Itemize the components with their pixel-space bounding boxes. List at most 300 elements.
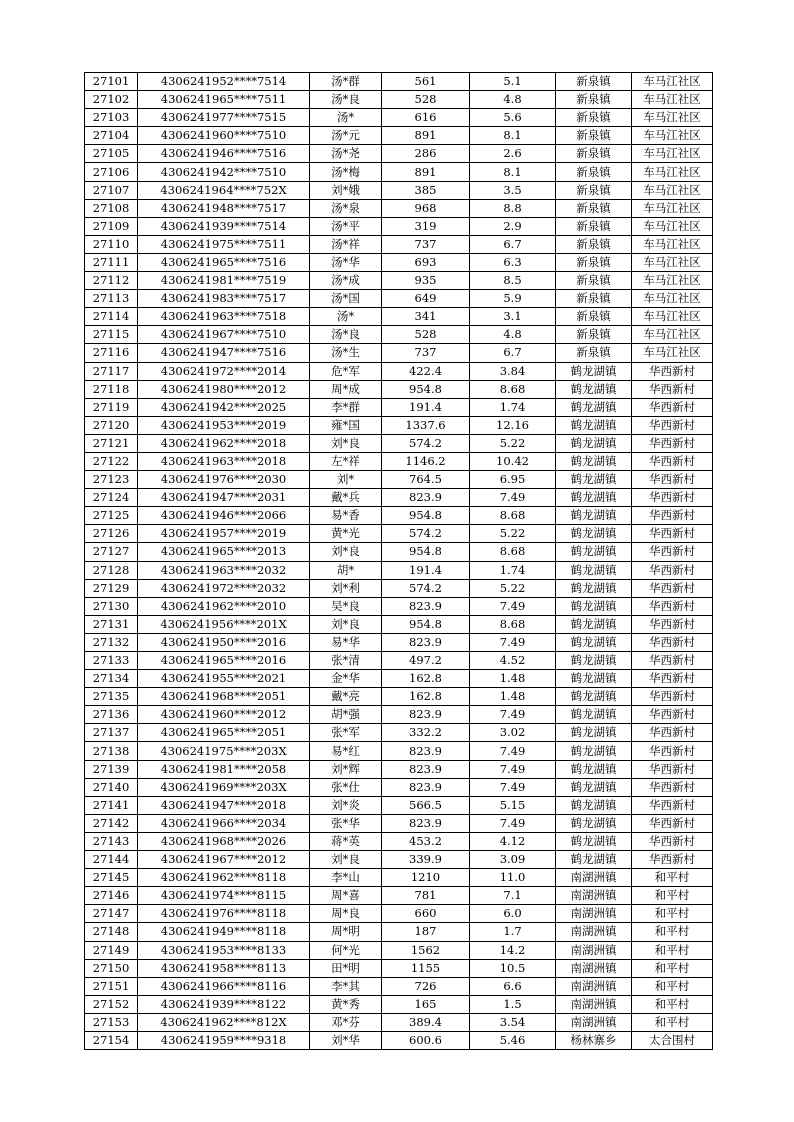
serial-number-cell: 27137	[85, 724, 138, 742]
town-cell: 鹤龙湖镇	[556, 670, 632, 688]
area-cell: 8.1	[470, 163, 556, 181]
village-cell: 和平村	[632, 977, 713, 995]
amount-cell: 497.2	[382, 652, 470, 670]
name-cell: 周*喜	[310, 887, 382, 905]
village-cell: 太合围村	[632, 1031, 713, 1049]
town-cell: 南湖洲镇	[556, 941, 632, 959]
town-cell: 鹤龙湖镇	[556, 362, 632, 380]
amount-cell: 823.9	[382, 814, 470, 832]
village-cell: 华西新村	[632, 688, 713, 706]
village-cell: 车马江社区	[632, 217, 713, 235]
table-row	[85, 995, 713, 1013]
records-table-body	[85, 73, 713, 1050]
serial-number-cell: 27134	[85, 670, 138, 688]
amount-cell: 891	[382, 163, 470, 181]
town-cell: 鹤龙湖镇	[556, 796, 632, 814]
name-cell: 易*香	[310, 507, 382, 525]
area-cell: 8.5	[470, 272, 556, 290]
id-number-cell: 4306241964****752X	[138, 181, 310, 199]
table-row	[85, 145, 713, 163]
id-number-cell: 4306241953****2019	[138, 416, 310, 434]
serial-number-cell: 27123	[85, 471, 138, 489]
table-row	[85, 308, 713, 326]
village-cell: 华西新村	[632, 579, 713, 597]
table-row	[85, 579, 713, 597]
area-cell: 5.1	[470, 73, 556, 91]
town-cell: 鹤龙湖镇	[556, 724, 632, 742]
town-cell: 南湖洲镇	[556, 869, 632, 887]
village-cell: 华西新村	[632, 543, 713, 561]
serial-number-cell: 27121	[85, 434, 138, 452]
amount-cell: 165	[382, 995, 470, 1013]
town-cell: 鹤龙湖镇	[556, 706, 632, 724]
id-number-cell: 4306241967****2012	[138, 851, 310, 869]
area-cell: 5.46	[470, 1031, 556, 1049]
serial-number-cell: 27108	[85, 199, 138, 217]
village-cell: 车马江社区	[632, 181, 713, 199]
town-cell: 新泉镇	[556, 109, 632, 127]
table-row	[85, 977, 713, 995]
serial-number-cell: 27118	[85, 380, 138, 398]
town-cell: 新泉镇	[556, 127, 632, 145]
table-row	[85, 217, 713, 235]
village-cell: 和平村	[632, 995, 713, 1013]
town-cell: 南湖洲镇	[556, 905, 632, 923]
town-cell: 鹤龙湖镇	[556, 416, 632, 434]
table-row	[85, 380, 713, 398]
area-cell: 3.02	[470, 724, 556, 742]
serial-number-cell: 27105	[85, 145, 138, 163]
village-cell: 和平村	[632, 1013, 713, 1031]
town-cell: 鹤龙湖镇	[556, 489, 632, 507]
village-cell: 和平村	[632, 959, 713, 977]
name-cell: 汤*华	[310, 253, 382, 271]
area-cell: 1.5	[470, 995, 556, 1013]
serial-number-cell: 27114	[85, 308, 138, 326]
id-number-cell: 4306241972****2014	[138, 362, 310, 380]
area-cell: 4.8	[470, 326, 556, 344]
town-cell: 南湖洲镇	[556, 887, 632, 905]
town-cell: 新泉镇	[556, 163, 632, 181]
town-cell: 鹤龙湖镇	[556, 742, 632, 760]
amount-cell: 737	[382, 235, 470, 253]
name-cell: 戴*兵	[310, 489, 382, 507]
village-cell: 华西新村	[632, 507, 713, 525]
area-cell: 3.84	[470, 362, 556, 380]
village-cell: 华西新村	[632, 561, 713, 579]
id-number-cell: 4306241953****8133	[138, 941, 310, 959]
records-table	[84, 72, 713, 1050]
name-cell: 易*红	[310, 742, 382, 760]
id-number-cell: 4306241968****2026	[138, 832, 310, 850]
id-number-cell: 4306241947****7516	[138, 344, 310, 362]
table-row	[85, 652, 713, 670]
serial-number-cell: 27146	[85, 887, 138, 905]
town-cell: 南湖洲镇	[556, 959, 632, 977]
id-number-cell: 4306241962****2010	[138, 597, 310, 615]
town-cell: 鹤龙湖镇	[556, 760, 632, 778]
table-row	[85, 561, 713, 579]
amount-cell: 528	[382, 91, 470, 109]
amount-cell: 737	[382, 344, 470, 362]
serial-number-cell: 27119	[85, 398, 138, 416]
table-row	[85, 742, 713, 760]
area-cell: 3.5	[470, 181, 556, 199]
id-number-cell: 4306241950****2016	[138, 633, 310, 651]
id-number-cell: 4306241963****2032	[138, 561, 310, 579]
village-cell: 华西新村	[632, 416, 713, 434]
town-cell: 新泉镇	[556, 91, 632, 109]
name-cell: 刘*华	[310, 1031, 382, 1049]
area-cell: 8.68	[470, 507, 556, 525]
table-row	[85, 199, 713, 217]
serial-number-cell: 27133	[85, 652, 138, 670]
name-cell: 张*仕	[310, 778, 382, 796]
id-number-cell: 4306241966****8116	[138, 977, 310, 995]
village-cell: 华西新村	[632, 706, 713, 724]
village-cell: 车马江社区	[632, 127, 713, 145]
town-cell: 鹤龙湖镇	[556, 434, 632, 452]
table-row	[85, 796, 713, 814]
amount-cell: 339.9	[382, 851, 470, 869]
town-cell: 鹤龙湖镇	[556, 579, 632, 597]
id-number-cell: 4306241972****2032	[138, 579, 310, 597]
name-cell: 汤*良	[310, 326, 382, 344]
town-cell: 鹤龙湖镇	[556, 543, 632, 561]
serial-number-cell: 27145	[85, 869, 138, 887]
id-number-cell: 4306241939****8122	[138, 995, 310, 1013]
area-cell: 5.6	[470, 109, 556, 127]
amount-cell: 726	[382, 977, 470, 995]
village-cell: 车马江社区	[632, 308, 713, 326]
name-cell: 张*清	[310, 652, 382, 670]
town-cell: 鹤龙湖镇	[556, 561, 632, 579]
serial-number-cell: 27115	[85, 326, 138, 344]
id-number-cell: 4306241946****7516	[138, 145, 310, 163]
id-number-cell: 4306241975****7511	[138, 235, 310, 253]
table-row	[85, 163, 713, 181]
table-row	[85, 688, 713, 706]
id-number-cell: 4306241967****7510	[138, 326, 310, 344]
amount-cell: 781	[382, 887, 470, 905]
serial-number-cell: 27107	[85, 181, 138, 199]
name-cell: 邓*芬	[310, 1013, 382, 1031]
village-cell: 华西新村	[632, 525, 713, 543]
id-number-cell: 4306241960****2012	[138, 706, 310, 724]
amount-cell: 891	[382, 127, 470, 145]
amount-cell: 954.8	[382, 380, 470, 398]
serial-number-cell: 27102	[85, 91, 138, 109]
name-cell: 吴*良	[310, 597, 382, 615]
table-row	[85, 127, 713, 145]
town-cell: 鹤龙湖镇	[556, 615, 632, 633]
serial-number-cell: 27130	[85, 597, 138, 615]
id-number-cell: 4306241966****2034	[138, 814, 310, 832]
amount-cell: 649	[382, 290, 470, 308]
name-cell: 蒋*英	[310, 832, 382, 850]
area-cell: 4.12	[470, 832, 556, 850]
amount-cell: 1155	[382, 959, 470, 977]
table-row	[85, 905, 713, 923]
amount-cell: 823.9	[382, 706, 470, 724]
table-row	[85, 362, 713, 380]
area-cell: 5.9	[470, 290, 556, 308]
name-cell: 李*山	[310, 869, 382, 887]
name-cell: 李*群	[310, 398, 382, 416]
town-cell: 鹤龙湖镇	[556, 778, 632, 796]
area-cell: 7.49	[470, 760, 556, 778]
amount-cell: 954.8	[382, 507, 470, 525]
serial-number-cell: 27113	[85, 290, 138, 308]
town-cell: 新泉镇	[556, 235, 632, 253]
name-cell: 黄*光	[310, 525, 382, 543]
table-row	[85, 471, 713, 489]
table-row	[85, 814, 713, 832]
table-row	[85, 760, 713, 778]
village-cell: 和平村	[632, 923, 713, 941]
serial-number-cell: 27140	[85, 778, 138, 796]
area-cell: 8.1	[470, 127, 556, 145]
name-cell: 刘*辉	[310, 760, 382, 778]
serial-number-cell: 27103	[85, 109, 138, 127]
village-cell: 车马江社区	[632, 145, 713, 163]
area-cell: 6.6	[470, 977, 556, 995]
amount-cell: 1562	[382, 941, 470, 959]
name-cell: 汤*良	[310, 91, 382, 109]
amount-cell: 600.6	[382, 1031, 470, 1049]
table-row	[85, 525, 713, 543]
name-cell: 周*良	[310, 905, 382, 923]
amount-cell: 319	[382, 217, 470, 235]
serial-number-cell: 27139	[85, 760, 138, 778]
amount-cell: 566.5	[382, 796, 470, 814]
id-number-cell: 4306241962****2018	[138, 434, 310, 452]
name-cell: 汤*祥	[310, 235, 382, 253]
amount-cell: 574.2	[382, 434, 470, 452]
name-cell: 田*明	[310, 959, 382, 977]
table-row	[85, 489, 713, 507]
id-number-cell: 4306241965****7516	[138, 253, 310, 271]
town-cell: 鹤龙湖镇	[556, 525, 632, 543]
name-cell: 汤*元	[310, 127, 382, 145]
area-cell: 10.42	[470, 452, 556, 470]
name-cell: 刘*	[310, 471, 382, 489]
town-cell: 新泉镇	[556, 253, 632, 271]
village-cell: 车马江社区	[632, 253, 713, 271]
area-cell: 4.52	[470, 652, 556, 670]
village-cell: 车马江社区	[632, 163, 713, 181]
town-cell: 杨林寨乡	[556, 1031, 632, 1049]
serial-number-cell: 27153	[85, 1013, 138, 1031]
name-cell: 戴*亮	[310, 688, 382, 706]
table-row	[85, 778, 713, 796]
serial-number-cell: 27106	[85, 163, 138, 181]
serial-number-cell: 27154	[85, 1031, 138, 1049]
area-cell: 3.09	[470, 851, 556, 869]
area-cell: 1.48	[470, 670, 556, 688]
id-number-cell: 4306241965****7511	[138, 91, 310, 109]
town-cell: 鹤龙湖镇	[556, 380, 632, 398]
name-cell: 金*华	[310, 670, 382, 688]
amount-cell: 954.8	[382, 615, 470, 633]
table-row	[85, 959, 713, 977]
id-number-cell: 4306241949****8118	[138, 923, 310, 941]
id-number-cell: 4306241939****7514	[138, 217, 310, 235]
village-cell: 华西新村	[632, 796, 713, 814]
table-row	[85, 615, 713, 633]
serial-number-cell: 27111	[85, 253, 138, 271]
id-number-cell: 4306241968****2051	[138, 688, 310, 706]
area-cell: 4.8	[470, 91, 556, 109]
id-number-cell: 4306241955****2021	[138, 670, 310, 688]
name-cell: 汤*	[310, 109, 382, 127]
amount-cell: 823.9	[382, 778, 470, 796]
serial-number-cell: 27150	[85, 959, 138, 977]
table-row	[85, 1031, 713, 1049]
amount-cell: 660	[382, 905, 470, 923]
village-cell: 华西新村	[632, 742, 713, 760]
name-cell: 汤*生	[310, 344, 382, 362]
table-row	[85, 109, 713, 127]
town-cell: 新泉镇	[556, 73, 632, 91]
serial-number-cell: 27152	[85, 995, 138, 1013]
amount-cell: 422.4	[382, 362, 470, 380]
table-row	[85, 344, 713, 362]
id-number-cell: 4306241956****201X	[138, 615, 310, 633]
table-row	[85, 851, 713, 869]
name-cell: 刘*良	[310, 434, 382, 452]
amount-cell: 823.9	[382, 742, 470, 760]
name-cell: 周*明	[310, 923, 382, 941]
table-row	[85, 869, 713, 887]
serial-number-cell: 27127	[85, 543, 138, 561]
area-cell: 7.49	[470, 814, 556, 832]
town-cell: 新泉镇	[556, 145, 632, 163]
id-number-cell: 4306241960****7510	[138, 127, 310, 145]
serial-number-cell: 27112	[85, 272, 138, 290]
table-row	[85, 1013, 713, 1031]
area-cell: 1.7	[470, 923, 556, 941]
id-number-cell: 4306241942****2025	[138, 398, 310, 416]
id-number-cell: 4306241965****2051	[138, 724, 310, 742]
amount-cell: 332.2	[382, 724, 470, 742]
village-cell: 华西新村	[632, 670, 713, 688]
area-cell: 8.8	[470, 199, 556, 217]
name-cell: 汤*群	[310, 73, 382, 91]
area-cell: 12.16	[470, 416, 556, 434]
name-cell: 张*军	[310, 724, 382, 742]
serial-number-cell: 27126	[85, 525, 138, 543]
serial-number-cell: 27125	[85, 507, 138, 525]
area-cell: 8.68	[470, 543, 556, 561]
id-number-cell: 4306241965****2016	[138, 652, 310, 670]
amount-cell: 968	[382, 199, 470, 217]
serial-number-cell: 27117	[85, 362, 138, 380]
area-cell: 6.95	[470, 471, 556, 489]
id-number-cell: 4306241946****2066	[138, 507, 310, 525]
id-number-cell: 4306241975****203X	[138, 742, 310, 760]
amount-cell: 162.8	[382, 688, 470, 706]
id-number-cell: 4306241980****2012	[138, 380, 310, 398]
table-row	[85, 434, 713, 452]
amount-cell: 1146.2	[382, 452, 470, 470]
name-cell: 刘*良	[310, 851, 382, 869]
id-number-cell: 4306241976****8118	[138, 905, 310, 923]
amount-cell: 823.9	[382, 633, 470, 651]
town-cell: 新泉镇	[556, 199, 632, 217]
amount-cell: 1337.6	[382, 416, 470, 434]
area-cell: 8.68	[470, 615, 556, 633]
village-cell: 华西新村	[632, 452, 713, 470]
village-cell: 华西新村	[632, 633, 713, 651]
village-cell: 和平村	[632, 887, 713, 905]
village-cell: 华西新村	[632, 832, 713, 850]
table-row	[85, 452, 713, 470]
area-cell: 6.7	[470, 344, 556, 362]
town-cell: 鹤龙湖镇	[556, 851, 632, 869]
id-number-cell: 4306241957****2019	[138, 525, 310, 543]
table-row	[85, 543, 713, 561]
serial-number-cell: 27151	[85, 977, 138, 995]
area-cell: 5.15	[470, 796, 556, 814]
area-cell: 5.22	[470, 525, 556, 543]
serial-number-cell: 27132	[85, 633, 138, 651]
village-cell: 车马江社区	[632, 73, 713, 91]
serial-number-cell: 27116	[85, 344, 138, 362]
area-cell: 7.1	[470, 887, 556, 905]
name-cell: 张*华	[310, 814, 382, 832]
area-cell: 7.49	[470, 597, 556, 615]
amount-cell: 935	[382, 272, 470, 290]
serial-number-cell: 27143	[85, 832, 138, 850]
serial-number-cell: 27109	[85, 217, 138, 235]
village-cell: 华西新村	[632, 778, 713, 796]
name-cell: 何*光	[310, 941, 382, 959]
table-row	[85, 507, 713, 525]
village-cell: 车马江社区	[632, 235, 713, 253]
id-number-cell: 4306241963****2018	[138, 452, 310, 470]
town-cell: 新泉镇	[556, 181, 632, 199]
id-number-cell: 4306241947****2018	[138, 796, 310, 814]
area-cell: 10.5	[470, 959, 556, 977]
village-cell: 华西新村	[632, 851, 713, 869]
amount-cell: 385	[382, 181, 470, 199]
table-row	[85, 253, 713, 271]
town-cell: 南湖洲镇	[556, 923, 632, 941]
amount-cell: 823.9	[382, 597, 470, 615]
amount-cell: 764.5	[382, 471, 470, 489]
amount-cell: 561	[382, 73, 470, 91]
amount-cell: 187	[382, 923, 470, 941]
town-cell: 鹤龙湖镇	[556, 832, 632, 850]
village-cell: 华西新村	[632, 597, 713, 615]
serial-number-cell: 27101	[85, 73, 138, 91]
town-cell: 鹤龙湖镇	[556, 633, 632, 651]
name-cell: 汤*梅	[310, 163, 382, 181]
id-number-cell: 4306241952****7514	[138, 73, 310, 91]
serial-number-cell: 27147	[85, 905, 138, 923]
village-cell: 华西新村	[632, 471, 713, 489]
id-number-cell: 4306241969****203X	[138, 778, 310, 796]
town-cell: 鹤龙湖镇	[556, 471, 632, 489]
id-number-cell: 4306241948****7517	[138, 199, 310, 217]
town-cell: 鹤龙湖镇	[556, 507, 632, 525]
table-row	[85, 272, 713, 290]
table-row	[85, 923, 713, 941]
id-number-cell: 4306241959****9318	[138, 1031, 310, 1049]
table-row	[85, 670, 713, 688]
area-cell: 6.7	[470, 235, 556, 253]
